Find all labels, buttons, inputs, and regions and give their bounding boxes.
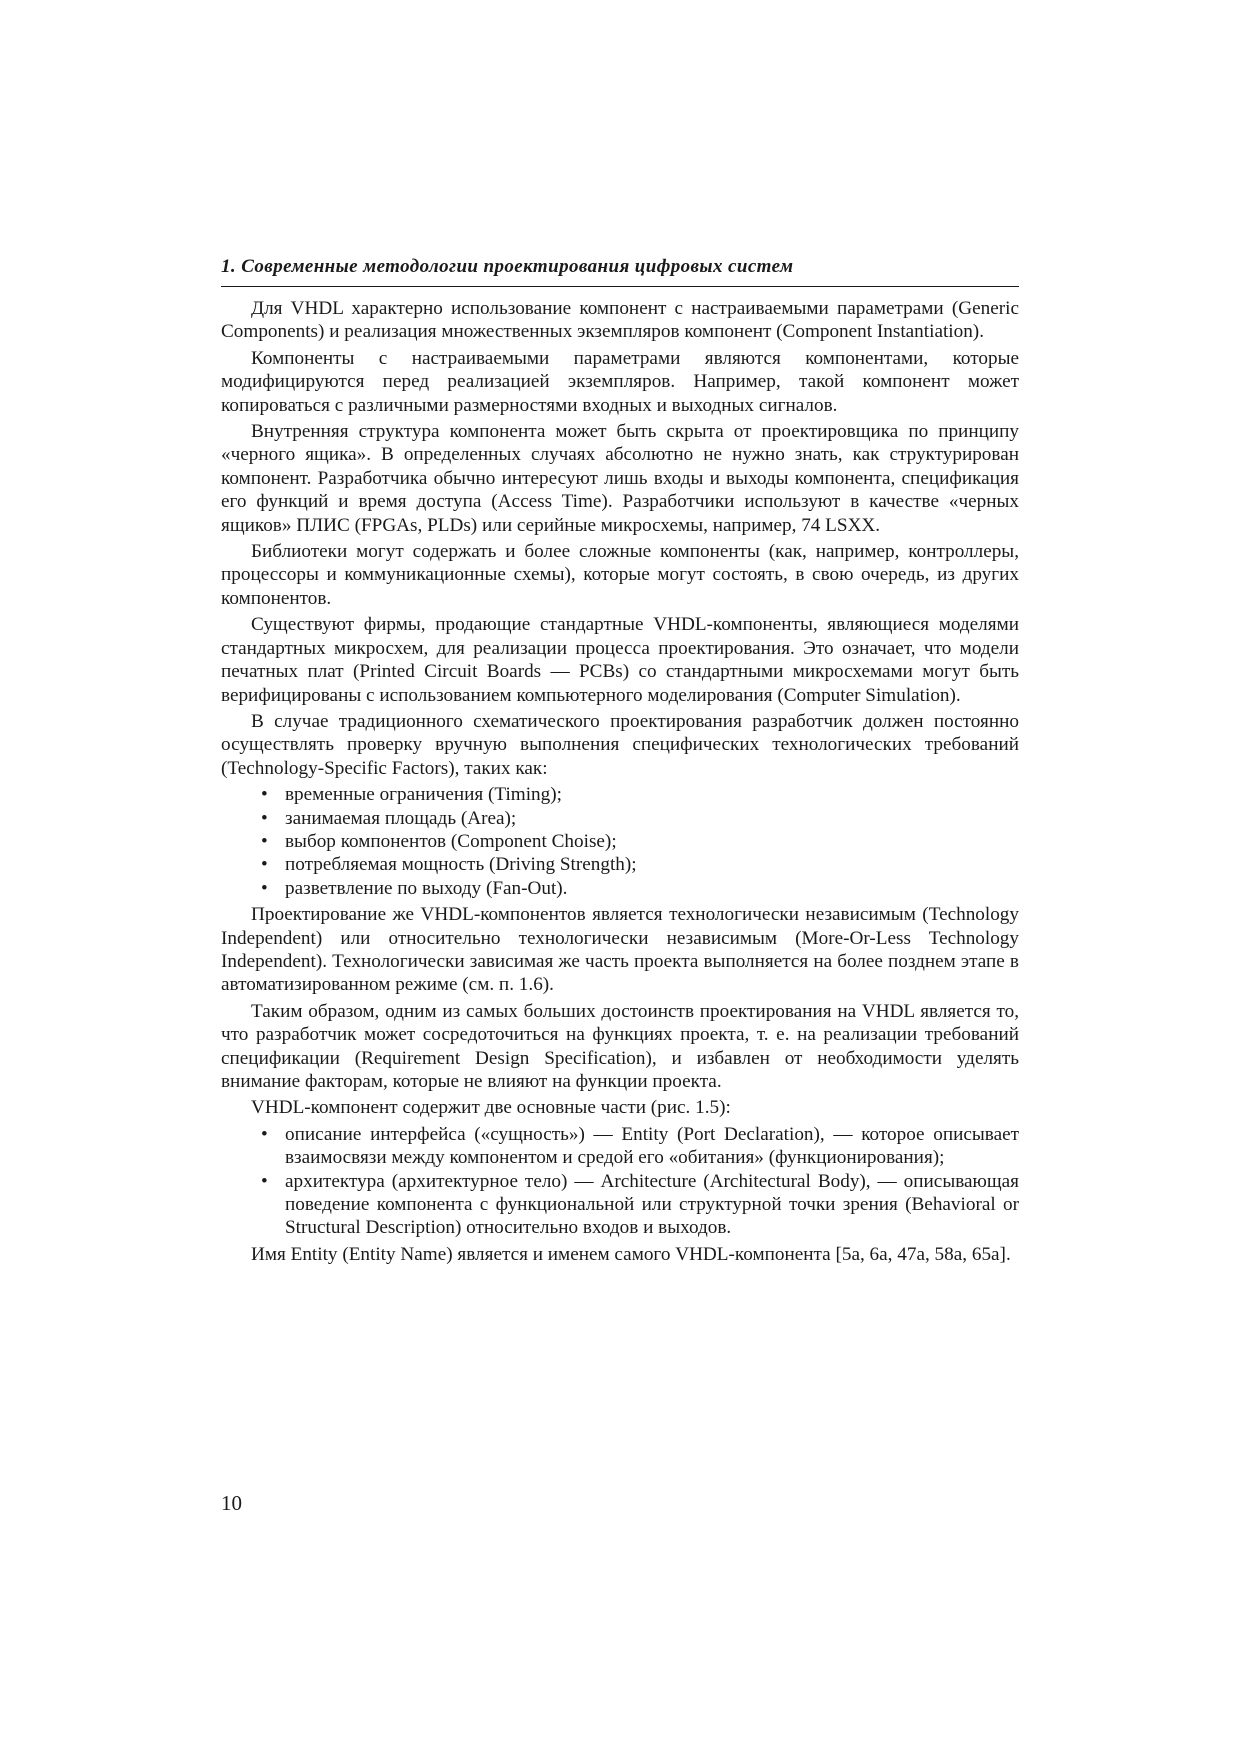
paragraph: Таким образом, одним из самых больших достоинств проектирования на VHDL является то, что разработчик может сосредоточиться на функциях проекта, т. е. на реализации требований спецификации (Requirement Design Specification), и избавлен от необходимости уделять внимание факторам, которые не влияют на функции проекта.: [221, 1000, 1019, 1092]
list-item: [221, 807, 1019, 830]
paragraph: VHDL-компонент содержит две основные части (рис. 1.5):: [251, 1097, 731, 1119]
bullet-icon: •: [261, 1170, 268, 1192]
bullet-icon: •: [261, 784, 268, 806]
list-item-text: описание интерфейса («сущность») — Entity (Port Declaration), — которое описывает взаимосвязи между компонентом и средой его «обитания» (функционирования);: [285, 1123, 1019, 1169]
page-number: 10: [221, 1491, 242, 1515]
list-item: [221, 853, 1019, 876]
running-head: 1. Современные методологии проектирования цифровых систем: [221, 256, 1019, 287]
bullet-icon: •: [261, 1123, 268, 1145]
bullet-icon: •: [261, 830, 268, 852]
component-parts-list: [221, 1123, 1019, 1240]
list-item-text: разветвление по выходу (Fan-Out).: [285, 877, 568, 899]
paragraph: Для VHDL характерно использование компонент с настраиваемыми параметрами (Generic Components) и реализация множественных экземпляров компонент (Component Instantiation).: [221, 298, 1019, 343]
list-item-text: временные ограничения (Timing);: [285, 784, 562, 806]
list-item: [221, 1123, 1019, 1170]
factors-list: [221, 783, 1019, 900]
paragraph: Имя Entity (Entity Name) является и именем самого VHDL-компонента [5а, 6а, 47а, 58а, 65а].: [251, 1243, 1011, 1265]
paragraph: Библиотеки могут содержать и более сложные компоненты (как, например, контроллеры, процессоры и коммуникационные схемы), которые могут состоять, в свою очередь, из других компонентов.: [221, 541, 1019, 609]
list-item-text: потребляемая мощность (Driving Strength);: [285, 854, 637, 876]
bullet-icon: •: [261, 877, 268, 899]
page: [221, 256, 1019, 1269]
paragraph: В случае традиционного схематического проектирования разработчик должен постоянно осуществлять проверку вручную выполнения специфических технологических требований (Technology-Specific Factors), таких как:: [221, 710, 1019, 779]
list-item-text: архитектура (архитектурное тело) — Architecture (Architectural Body), — описывающая поведение компонента с функциональной или структурной точки зрения (Behavioral or Structural Description) относительно входов и выходов.: [285, 1170, 1019, 1239]
list-item: [221, 877, 1019, 900]
list-item-text: занимаемая площадь (Area);: [285, 807, 517, 829]
paragraph: Существуют фирмы, продающие стандартные VHDL-компоненты, являющиеся моделями стандартных микросхем, для реализации процесса проектирования. Это означает, что модели печатных плат (Printed Circuit Boards — PCBs) со стандартными микросхемами могут быть верифицированы с использованием компьютерного моделирования (Computer Simulation).: [221, 614, 1019, 706]
list-item: [221, 783, 1019, 806]
paragraph: Проектирование же VHDL-компонентов является технологически независимым (Technology Independent) или относительно технологически независимым (More-Or-Less Technology Independent). Технологически зависимая же часть проекта выполняется на более позднем этапе в автоматизированном режиме (см. п. 1.6).: [221, 904, 1019, 996]
paragraph: Компоненты с настраиваемыми параметрами являются компонентами, которые модифицируются перед реализацией экземпляров. Например, такой компонент может копироваться с различными размерностями входных и выходных сигналов.: [221, 347, 1019, 416]
list-item: [221, 1170, 1019, 1240]
list-item-text: выбор компонентов (Component Choise);: [285, 830, 617, 852]
paragraph: Внутренняя структура компонента может быть скрыта от проектировщика по принципу «черного ящика». В определенных случаях абсолютно не нужно знать, как структурирован компонент. Разработчика обычно интересуют лишь входы и выходы компонента, спецификация его функций и время доступа (Access Time). Разработчики используют в качестве «черных ящиков» ПЛИС (FPGAs, PLDs) или серийные микросхемы, например, 74 LSXX.: [221, 421, 1019, 536]
body-text: [221, 297, 1019, 1266]
list-item: [221, 830, 1019, 853]
bullet-icon: •: [261, 807, 268, 829]
bullet-icon: •: [261, 854, 268, 876]
